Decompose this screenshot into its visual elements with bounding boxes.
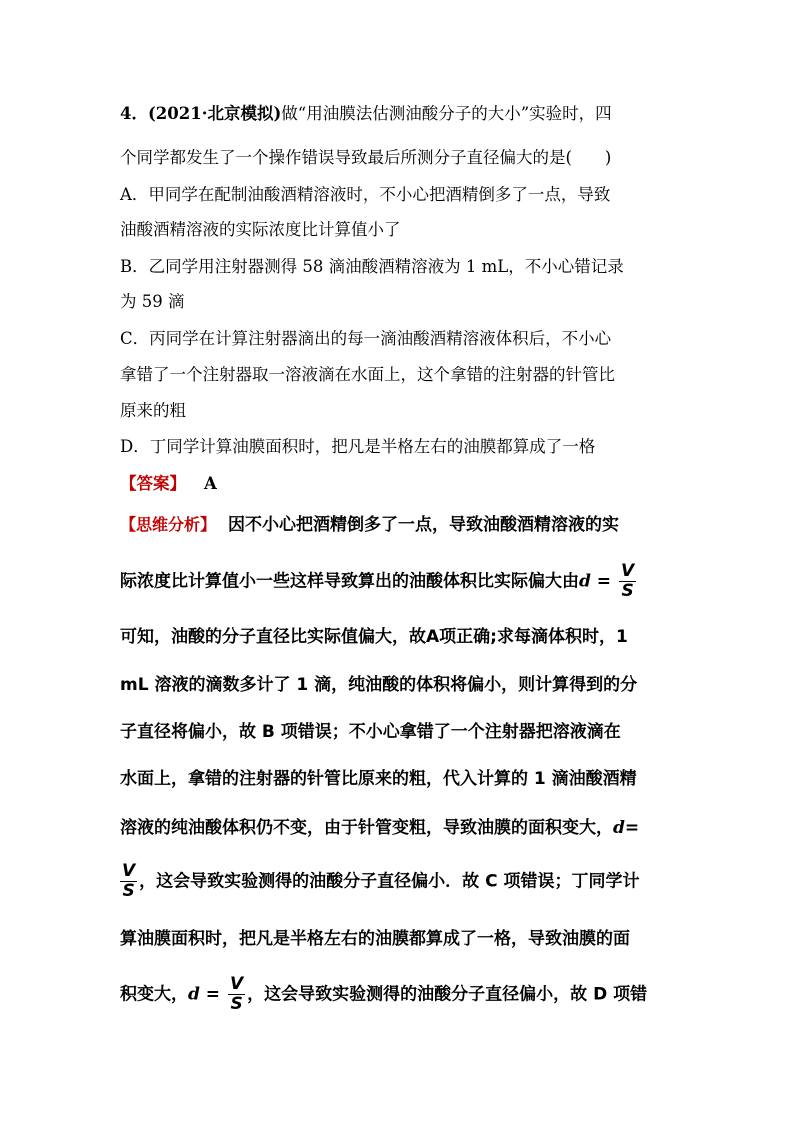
formula-d-2: d (613, 818, 625, 838)
answer-line (120, 473, 217, 495)
formula-numerator: V (620, 561, 635, 581)
analysis-text-10b: ，这会导致实验测得的油酸分子直径偏小，故 D 项错 (247, 984, 648, 1005)
formula-fraction (619, 562, 636, 601)
analysis-line-2 (120, 562, 638, 601)
question-stem-part1: 做“用油膜法估测油酸分子的大小”实验时，四 (281, 104, 612, 123)
question-source: (2021·北京模拟) (147, 104, 282, 123)
question-line-1 (120, 103, 612, 125)
analysis-label: 【思维分析】 (120, 515, 217, 534)
formula-d: d (579, 571, 591, 592)
formula-d-3: d (188, 984, 200, 1005)
formula-denominator-3: S (230, 994, 243, 1014)
formula-equals-2: = (624, 818, 640, 838)
analysis-line-3: 可知，油酸的分子直径比实际值偏大，故A项正确;求每滴体积时，1 (120, 627, 628, 647)
option-b-line-1: B．乙同学用注射器测得 58 滴油酸酒精溶液为 1 mL，不小心错记录 (120, 257, 624, 276)
formula-fraction-2 (120, 862, 137, 901)
analysis-line-10 (120, 975, 647, 1014)
formula-fraction-3 (228, 975, 245, 1014)
option-c-line-3: 原来的粗 (120, 401, 186, 420)
analysis-text-2: 际浓度比计算值小一些这样导致算出的油酸体积比实际偏大由 (120, 571, 579, 592)
option-a-line-1: A．甲同学在配制油酸酒精溶液时，不小心把酒精倒多了一点，导致 (120, 185, 611, 204)
question-line-2: 个同学都发生了一个操作错误导致最后所测分子直径偏大的是( ) (120, 148, 612, 167)
formula-denominator-2: S (122, 881, 135, 901)
analysis-text-8: ，这会导致实验测得的油酸分子直径偏小．故 C 项错误；丁同学计 (139, 871, 640, 892)
analysis-text-10a: 积变大， (120, 984, 188, 1005)
answer-value: A (204, 474, 217, 493)
analysis-line-6: 水面上，拿错的注射器的针管比原来的粗，代入计算的 1 滴油酸酒精 (120, 769, 637, 789)
option-b-line-2: 为 59 滴 (120, 292, 185, 311)
analysis-line-4: mL 溶液的滴数多计了 1 滴，纯油酸的体积将偏小，则计算得到的分 (120, 675, 638, 695)
analysis-line-8 (120, 862, 639, 901)
option-c-line-2: 拿错了一个注射器取一溶液滴在水面上，这个拿错的注射器的针管比 (120, 365, 615, 384)
analysis-line-5: 子直径将偏小，故 B 项错误；不小心拿错了一个注射器把溶液滴在 (120, 722, 621, 742)
option-a-line-2: 油酸酒精溶液的实际浓度比计算值小了 (120, 220, 401, 239)
formula-numerator-2: V (122, 861, 136, 881)
formula-numerator-3: V (229, 974, 244, 994)
option-c-line-1: C．丙同学在计算注射器滴出的每一滴油酸酒精溶液体积后，不小心 (120, 329, 612, 348)
analysis-text-1: 因不小心把酒精倒多了一点，导致油酸酒精溶液的实 (228, 515, 620, 535)
analysis-line-1 (120, 514, 619, 536)
formula-equals: = (590, 571, 617, 592)
analysis-line-9: 算油膜面积时，把凡是半格左右的油膜都算成了一格，导致油膜的面 (120, 929, 630, 949)
analysis-text-7: 溶液的纯油酸体积仍不变，由于针管变粗，导致油膜的面积变大， (120, 818, 613, 838)
formula-equals-3: = (199, 984, 226, 1005)
formula-denominator: S (621, 581, 634, 601)
analysis-line-7 (120, 817, 639, 839)
answer-label: 【答案】 (120, 474, 186, 493)
question-number: 4． (120, 104, 148, 123)
option-d-line-1: D．丁同学计算油膜面积时，把凡是半格左右的油膜都算成了一格 (120, 437, 596, 456)
